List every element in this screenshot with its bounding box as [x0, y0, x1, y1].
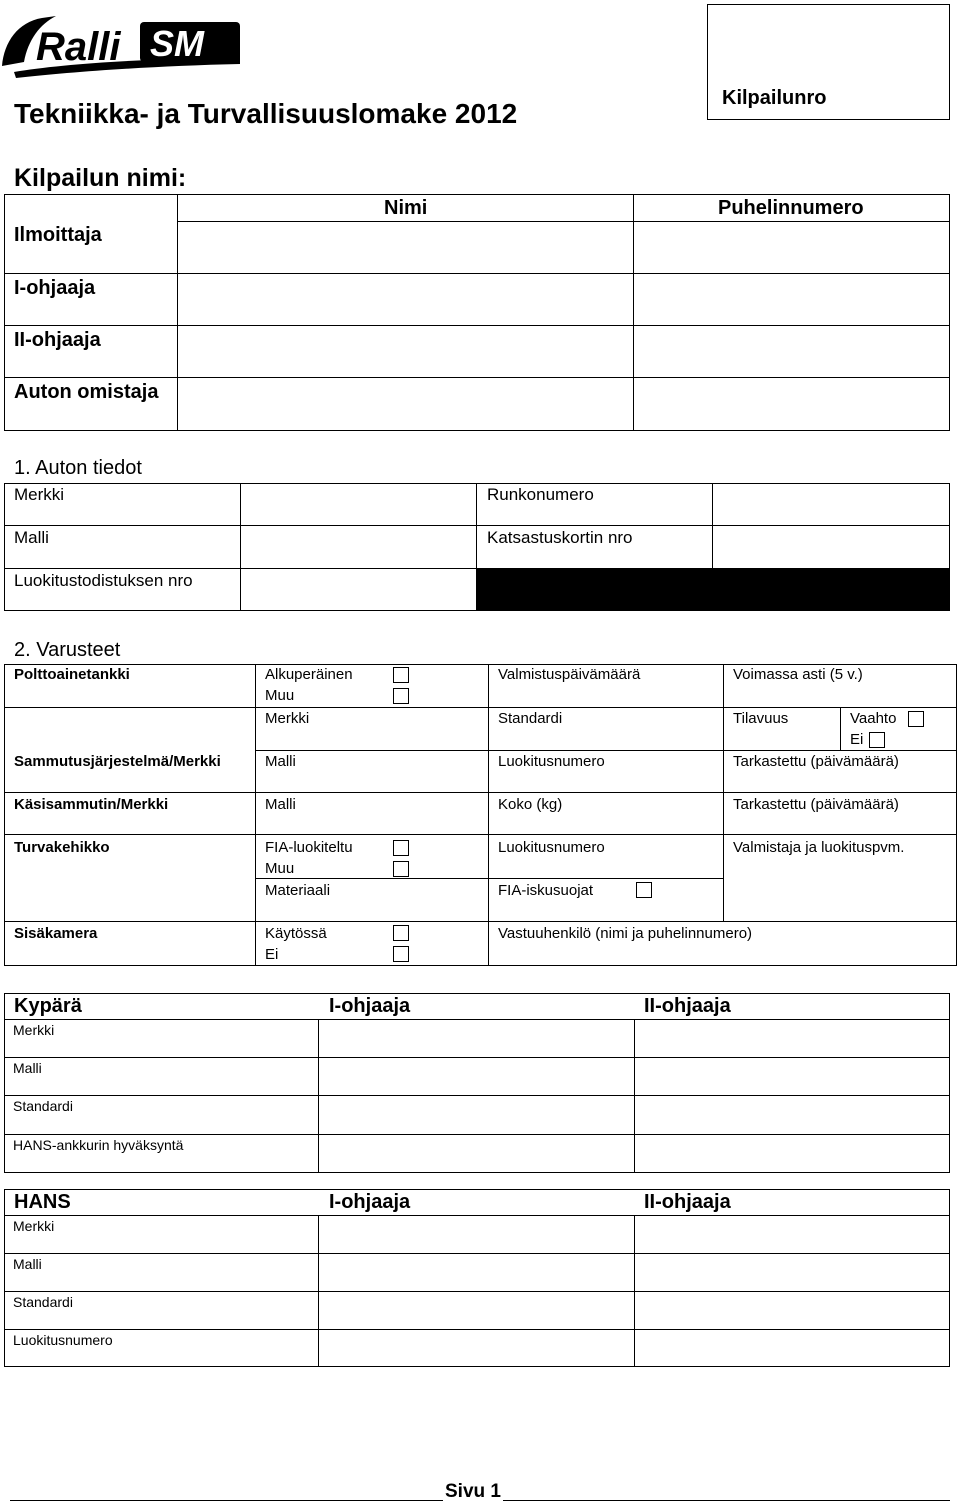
car-model-label: Malli — [14, 528, 49, 547]
hand-ext-size-label: Koko (kg) — [498, 796, 563, 813]
person-row-entrant: Ilmoittaja — [14, 224, 102, 246]
car-section-title: 1. Auton tiedot — [14, 457, 142, 479]
cage-manufacturer-label: Valmistaja ja luokituspvm. — [733, 839, 905, 856]
foam-label: Vaahto — [850, 710, 897, 727]
page-number: Sivu 1 — [445, 1481, 501, 1502]
responsible-person-label: Vastuuhenkilö (nimi ja puhelinnumero) — [498, 925, 753, 942]
impact-protection-label: FIA-iskusuojat — [498, 882, 594, 899]
helmet-driver-header: I-ohjaaja — [329, 995, 411, 1017]
fia-homologated-checkbox[interactable] — [393, 840, 409, 856]
cage-material-label: Materiaali — [265, 882, 331, 899]
hans-codriver-header: II-ohjaaja — [644, 1191, 731, 1213]
foam-no-checkbox[interactable] — [869, 732, 885, 748]
camera-no-label: Ei — [265, 946, 279, 963]
helmet-title: Kypärä — [14, 995, 82, 1017]
rally-sm-logo — [0, 14, 250, 78]
col-name-header: Nimi — [384, 197, 428, 219]
hans-title: HANS — [14, 1191, 71, 1213]
ext-inspected-label: Tarkastettu (päivämäärä) — [733, 753, 899, 770]
impact-protection-checkbox[interactable] — [636, 882, 652, 898]
helmet-row-standard: Standardi — [13, 1098, 73, 1114]
cage-other-checkbox[interactable] — [393, 861, 409, 877]
helmet-row-make: Merkki — [13, 1022, 55, 1038]
cage-homologation-label: Luokitusnumero — [498, 839, 605, 856]
competition-number-label: Kilpailunro — [722, 87, 827, 109]
original-checkbox[interactable] — [393, 667, 409, 683]
page-title: Tekniikka- ja Turvallisuuslomake 2012 — [14, 98, 518, 129]
extinguisher-system-label: Sammutusjärjestelmä/Merkki — [14, 753, 221, 770]
person-row-driver: I-ohjaaja — [14, 277, 96, 299]
camera-no-checkbox[interactable] — [393, 946, 409, 962]
hans-row-make: Merkki — [13, 1218, 55, 1234]
other-checkbox[interactable] — [393, 688, 409, 704]
cage-other-label: Muu — [265, 860, 295, 877]
hand-extinguisher-label: Käsisammutin/Merkki — [14, 796, 169, 813]
original-label: Alkuperäinen — [265, 666, 353, 683]
ext-model-label: Malli — [265, 753, 296, 770]
logo-text: Ralli — [36, 25, 121, 69]
hans-row-homologation: Luokitusnumero — [13, 1332, 113, 1348]
camera-in-use-label: Käytössä — [265, 925, 327, 942]
helmet-row-model: Malli — [13, 1060, 42, 1076]
col-phone-header: Puhelinnumero — [718, 197, 864, 219]
car-make-label: Merkki — [14, 485, 65, 504]
valid-until-label: Voimassa asti (5 v.) — [733, 666, 863, 683]
hans-row-standard: Standardi — [13, 1294, 73, 1310]
roll-cage-label: Turvakehikko — [14, 839, 110, 856]
helmet-codriver-header: II-ohjaaja — [644, 995, 731, 1017]
onboard-camera-label: Sisäkamera — [14, 925, 98, 942]
foam-no-label: Ei — [850, 731, 864, 748]
camera-in-use-checkbox[interactable] — [393, 925, 409, 941]
hans-driver-header: I-ohjaaja — [329, 1191, 411, 1213]
manufacture-date-label: Valmistuspäivämäärä — [498, 666, 641, 683]
helmet-row-hans-anchor: HANS-ankkurin hyväksyntä — [13, 1137, 184, 1153]
ext-make-label: Merkki — [265, 710, 310, 727]
fuel-tank-label: Polttoainetankki — [14, 666, 130, 683]
other-label: Muu — [265, 687, 295, 704]
blackout-area — [476, 568, 950, 611]
person-row-codriver: II-ohjaaja — [14, 329, 101, 351]
inspection-card-label: Katsastuskortin nro — [487, 528, 633, 547]
equipment-section-title: 2. Varusteet — [14, 639, 121, 661]
fia-homologated-label: FIA-luokiteltu — [265, 839, 353, 856]
entrant-phone-field[interactable] — [636, 224, 948, 271]
competition-name-label: Kilpailun nimi: — [14, 164, 187, 192]
entrant-name-field[interactable] — [180, 224, 630, 271]
ext-volume-label: Tilavuus — [733, 710, 789, 727]
hand-ext-model-label: Malli — [265, 796, 296, 813]
hans-row-model: Malli — [13, 1256, 42, 1272]
svg-text:SM: SM — [150, 23, 204, 64]
hand-ext-inspected-label: Tarkastettu (päivämäärä) — [733, 796, 899, 813]
ext-homologation-label: Luokitusnumero — [498, 753, 605, 770]
homologation-cert-label: Luokitustodistuksen nro — [14, 571, 193, 590]
foam-checkbox[interactable] — [908, 711, 924, 727]
chassis-number-label: Runkonumero — [487, 485, 594, 504]
ext-standard-label: Standardi — [498, 710, 563, 727]
person-row-owner: Auton omistaja — [14, 381, 159, 403]
